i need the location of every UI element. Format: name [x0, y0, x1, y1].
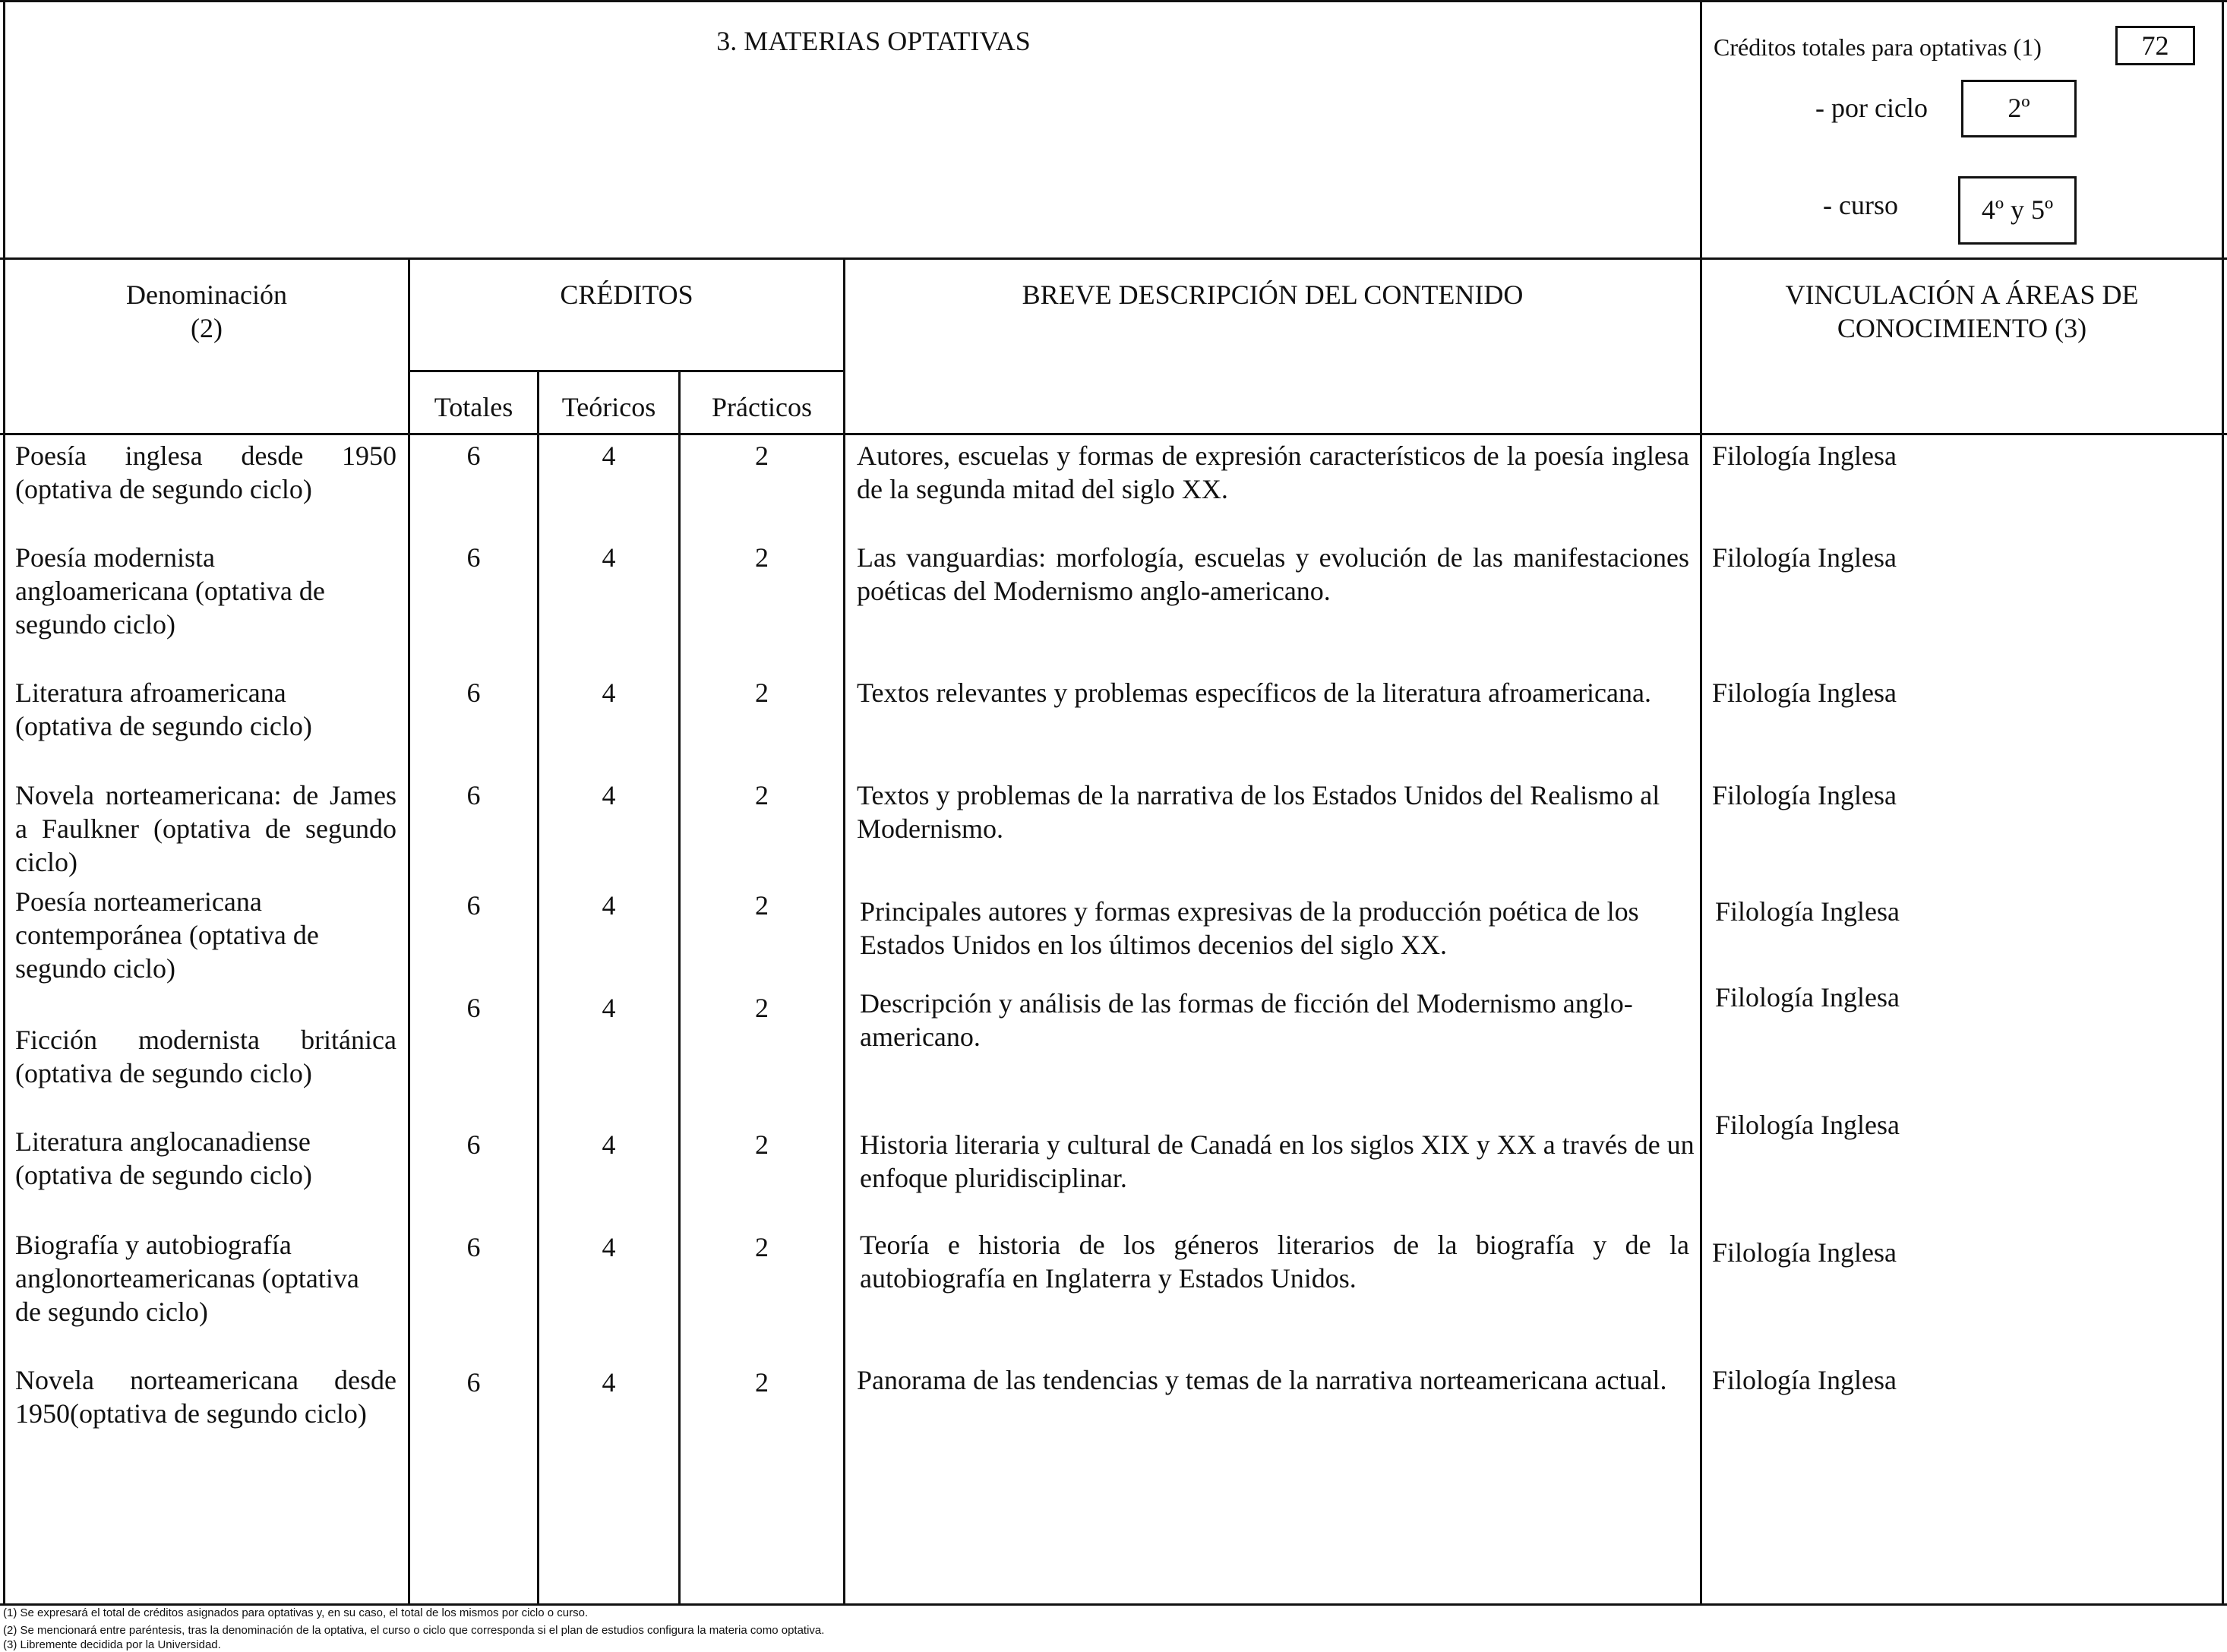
curso-label: - curso	[1823, 190, 1898, 220]
row-denominacion: Poesía modernista angloamericana (optativa de segundo ciclo)	[15, 542, 325, 640]
row-denominacion: Literatura afroamericana (optativa de segundo ciclo)	[15, 678, 312, 741]
col-header-practicos: Prácticos	[712, 392, 812, 422]
col-header-vinculacion: VINCULACIÓN A ÁREAS DE CONOCIMIENTO (3)	[1785, 280, 2139, 343]
col-header-teoricos: Teóricos	[561, 392, 656, 422]
row-area: Filología Inglesa	[1712, 441, 1897, 471]
row-area: Filología Inglesa	[1712, 1365, 1897, 1395]
footnote-3: (3) Libremente decidida por la Universidad.	[3, 1638, 221, 1651]
frame-top	[0, 0, 2227, 2]
row-denominacion: Novela norteamericana desde 1950(optativa de segundo ciclo)	[15, 1365, 396, 1429]
row-totales: 6	[466, 780, 481, 810]
curso-value: 4º y 5º	[1958, 176, 2077, 245]
row-descripcion: Principales autores y formas expresivas de la producción poética de los Estados Unidos en los últimos decenios del siglo XX.	[860, 896, 1639, 960]
ciclo-value: 2º	[1961, 80, 2077, 137]
row-descripcion: Historia literaria y cultural de Canadá en los siglos XIX y XX a través de un enfoque pluridisciplinar.	[860, 1129, 1695, 1193]
row-area: Filología Inglesa	[1712, 1237, 1897, 1268]
row-teoricos: 4	[602, 1367, 616, 1398]
row-descripcion: Panorama de las tendencias y temas de la narrativa norteamericana actual.	[857, 1365, 1667, 1395]
row-area: Filología Inglesa	[1715, 896, 1900, 927]
header-bottom-rule	[0, 257, 2227, 260]
row-practicos: 2	[755, 1129, 769, 1160]
row-denominacion: Literatura anglocanadiense (optativa de segundo ciclo)	[15, 1126, 312, 1190]
row-area: Filología Inglesa	[1715, 1110, 1900, 1140]
row-denominacion: Novela norteamericana: de James a Faulkner (optativa de segundo ciclo)	[15, 780, 396, 877]
row-descripcion: Descripción y análisis de las formas de ficción del Modernismo anglo-americano.	[860, 988, 1633, 1052]
row-teoricos: 4	[602, 441, 616, 471]
row-denominacion: Ficción modernista británica (optativa de segundo ciclo)	[15, 1025, 396, 1088]
row-teoricos: 4	[602, 542, 616, 573]
row-teoricos: 4	[602, 890, 616, 921]
row-practicos: 2	[755, 993, 769, 1023]
row-totales: 6	[466, 993, 481, 1023]
row-totales: 6	[466, 441, 481, 471]
row-area: Filología Inglesa	[1712, 678, 1897, 708]
row-practicos: 2	[755, 678, 769, 708]
col-divider-descripcion	[1700, 0, 1702, 1606]
col-header-denominacion: Denominación (2)	[126, 280, 287, 343]
row-area: Filología Inglesa	[1712, 542, 1897, 573]
row-denominacion: Poesía norteamericana contemporánea (optativa de segundo ciclo)	[15, 886, 319, 984]
col-header-totales: Totales	[434, 392, 513, 422]
creditos-subheader-rule	[408, 370, 845, 372]
row-practicos: 2	[755, 441, 769, 471]
col-header-creditos: CRÉDITOS	[560, 280, 693, 310]
row-teoricos: 4	[602, 678, 616, 708]
row-totales: 6	[466, 542, 481, 573]
row-teoricos: 4	[602, 993, 616, 1023]
col-divider-creditos	[843, 257, 845, 1606]
frame-right	[2222, 0, 2224, 1606]
row-totales: 6	[466, 1129, 481, 1160]
row-descripcion: Autores, escuelas y formas de expresión característicos de la poesía inglesa de la segunda mitad del siglo XX.	[857, 441, 1689, 504]
row-descripcion: Textos relevantes y problemas específicos de la literatura afroamericana.	[857, 678, 1651, 708]
column-header-bottom-rule	[0, 433, 2227, 435]
row-practicos: 2	[755, 1367, 769, 1398]
row-area: Filología Inglesa	[1715, 982, 1900, 1012]
page-title: 3. MATERIAS OPTATIVAS	[716, 26, 1031, 56]
row-descripcion: Las vanguardias: morfología, escuelas y evolución de las manifestaciones poéticas del Modernismo anglo-americano.	[857, 542, 1689, 606]
col-header-descripcion: BREVE DESCRIPCIÓN DEL CONTENIDO	[1022, 280, 1524, 310]
row-descripcion: Textos y problemas de la narrativa de los Estados Unidos del Realismo al Modernismo.	[857, 780, 1660, 844]
row-practicos: 2	[755, 542, 769, 573]
row-teoricos: 4	[602, 1129, 616, 1160]
row-denominacion: Biografía y autobiografía anglonorteamericanas (optativa de segundo ciclo)	[15, 1230, 359, 1327]
row-descripcion: Teoría e historia de los géneros literarios de la biografía y de la autobiografía en Inglaterra y Estados Unidos.	[860, 1230, 1689, 1293]
row-teoricos: 4	[602, 1232, 616, 1262]
row-practicos: 2	[755, 890, 769, 921]
row-area: Filología Inglesa	[1712, 780, 1897, 810]
row-totales: 6	[466, 1367, 481, 1398]
row-totales: 6	[466, 678, 481, 708]
row-practicos: 2	[755, 780, 769, 810]
frame-left	[3, 0, 5, 1606]
footnote-2: (2) Se mencionará entre paréntesis, tras la denominación de la optativa, el curso o ciclo que corresponda si el plan de estudios configura la materia como optativa.	[3, 1624, 825, 1637]
row-teoricos: 4	[602, 780, 616, 810]
row-practicos: 2	[755, 1232, 769, 1262]
ciclo-label: - por ciclo	[1815, 93, 1928, 123]
row-totales: 6	[466, 890, 481, 921]
creditos-totales-label: Créditos totales para optativas (1)	[1714, 33, 2042, 61]
creditos-totales-value: 72	[2115, 26, 2195, 65]
row-denominacion: Poesía inglesa desde 1950 (optativa de segundo ciclo)	[15, 441, 396, 504]
row-totales: 6	[466, 1232, 481, 1262]
footnote-1: (1) Se expresará el total de créditos asignados para optativas y, en su caso, el total de los mismos por ciclo o curso.	[3, 1606, 589, 1619]
